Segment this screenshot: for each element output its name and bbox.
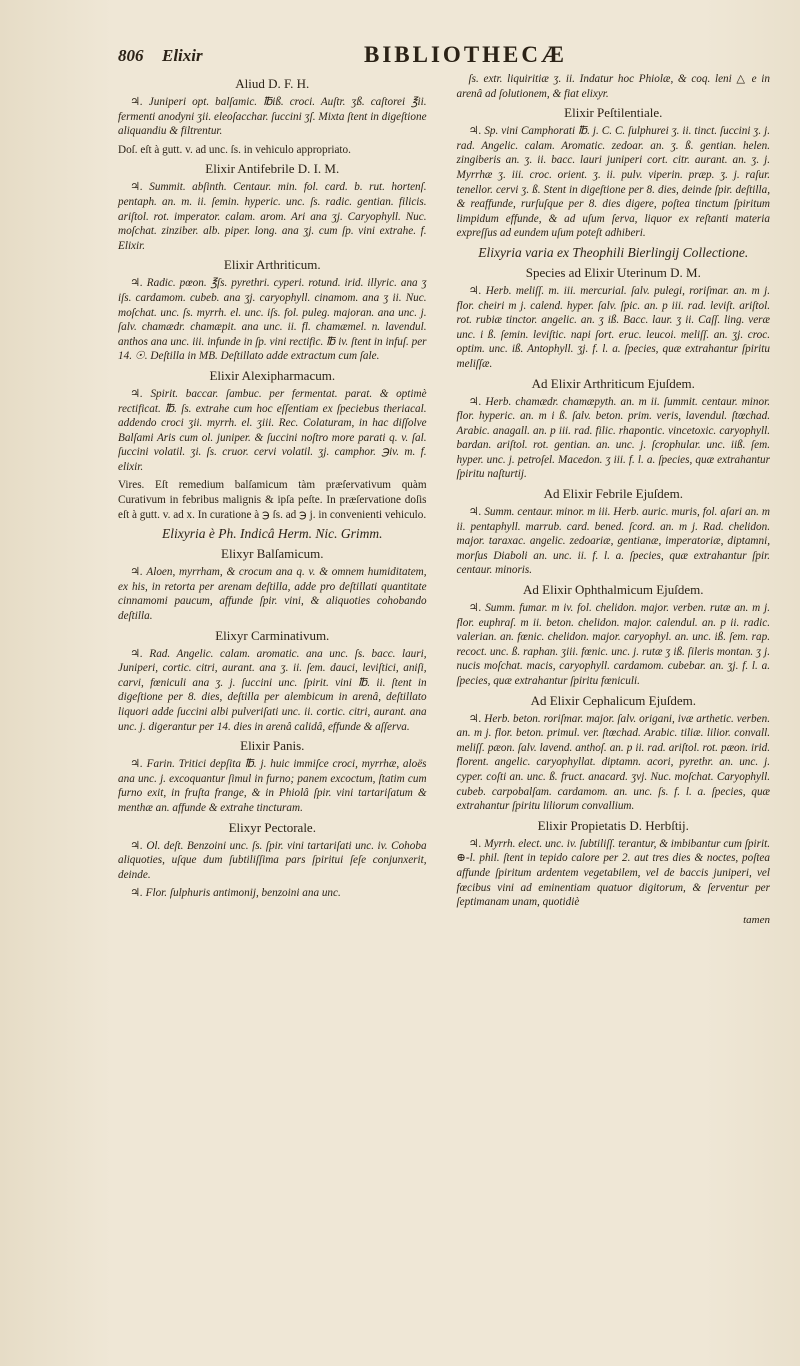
section-heading: Elixyr Pectorale. bbox=[228, 819, 316, 835]
text-columns bbox=[118, 72, 770, 926]
recipe-paragraph: ♃. Farin. Tritici depſita ℔. j. huic immiſce croci, myrrhæ, aloës ana unc. j. excoquantur ſimul in furno; panem excoctum, ſtatim cum furno exit, in fruſta frange, & in Phiolâ ſpir. vini tartariſatum & menthæ an. affunde & extrahe tincturam. bbox=[118, 758, 427, 814]
section-heading: Species ad Elixir Uterinum D. M. bbox=[525, 264, 701, 280]
recipe-paragraph: ♃. Summ. centaur. minor. m iii. Herb. auric. muris, fol. aſari an. m ii. pentaphyll. marrub. card. bened. ſcord. an. m j. Rad. chelidon. major. taraxac. angelic. zedoariæ, gentianæ, imperatoriæ, diptamni, morſus Diaboli an. unc. ii. f. l. a. ſpecies, quæ extrahantur ſpir. centaur. minoris. bbox=[456, 506, 770, 577]
section-heading: Ad Elixir Febrile Ejuſdem. bbox=[543, 486, 683, 502]
section-heading: Elixir Antifebrile D. I. M. bbox=[205, 161, 340, 177]
recipe-paragraph: ♃. Rad. Angelic. calam. aromatic. ana unc. ſs. bacc. lauri, Juniperi, cortic. citri, aurant. ana ʒ. ii. ſem. dauci, leviſtici, aniſi, carvi, fœniculi ana ʒ. j. ſuccini unc. ſpirit. vini ℔. ii. ſtent in digeſtione per 8. dies, deſtilla per alembicum in arenâ, deſtillato liquori adde ſuccini albi pulveriſati unc. ii. cortic. citri, aurant. ana unc. j. digerantur per 14. dies in arenâ calidâ, effunde & aſſerva. bbox=[118, 647, 427, 733]
recipe-paragraph: ♃. Flor. ſulphuris antimonij, benzoini ana unc. bbox=[130, 887, 341, 900]
recipe-paragraph: ♃. Herb. meliſſ. m. iii. mercurial. ſalv. pulegi, roriſmar. an. m j. flor. cheiri m j. calend. hyper. ſalv. ſpic. an. p iii. rad. leviſt. ariſtol. rot. rubiæ tinctor. angelic. an. ʒ iß. Bacc. laur. ʒ ii. Caſſ. ling. veræ unc. i ß. ſemin. leviſtic. napi ſort. eruc. leucoi. meliſſ. an. ʒj. croc. optim. unc. iß. Antophyll. ʒj. f. l. a. ſpecies, quæ extrahantur ſpiritu meliſſæ. bbox=[456, 284, 770, 370]
recipe-paragraph: ♃. Spirit. baccar. ſambuc. per fermentat. parat. & optimè rectificat. ℔. ſs. extrahe cum hoc eſſentiam ex ſpeciebus theriacal. addendo croci ʒii. myrrh. el. ʒiii. Rec. Colaturam, in hac diſſolve Balſami Aris cum ol. juniper. & ſuccini noſtro more parati q. v. ſal. ſuccini volatil. ʒi. ſs. cruor. cervi volatil. ʒj. camphor. ℈iv. m. f. elixir. bbox=[118, 387, 427, 473]
recipe-paragraph: ♃. Aloen, myrrham, & crocum ana q. v. & omnem humiditatem, ex his, in retorta per arenam deſtilla, adde pro deſtillati quantitate cinnamomi paucum, affunde ſpir. vini, & aliquoties cohobando deſtilla. bbox=[118, 566, 427, 623]
recipe-paragraph: ♃. Herb. chamædr. chamæpyth. an. m ii. ſummit. centaur. minor. flor. hyperic. an. m i ß. ſalv. beton. prim. veris, lavendul. ſtœchad. Arabic. anagall. an. p iii. rad. filic. rhapontic. vincetoxic. caryophyll. bardan. ariſtol. rot. gentian. an. unc. j. ſcrophular. unc. iiß. ſem. hyper. unc. j. petroſel. Macedon. ʒ iii. f. l. a. ſpecies, quæ extrahantur ſpiritu naſturtij. bbox=[456, 395, 770, 481]
running-head-title: BIBLIOTHECÆ bbox=[364, 42, 567, 67]
recipe-paragraph: ♃. Juniperi opt. balſamic. ℔iß. croci. Auſtr. ʒß. caſtorei ℥ii. fermenti anodyni ʒii. eleoſacchar. ſuccini ʒſ. Mixta ſtent in digeſtione aliquandiu & filtrentur. bbox=[118, 96, 427, 138]
section-heading: Elixir Peſtilentiale. bbox=[564, 105, 663, 121]
section-heading: Elixir Alexipharmacum. bbox=[209, 367, 336, 383]
catchword-bottom: tamen bbox=[743, 913, 770, 926]
recipe-paragraph: ♃. Herb. beton. roriſmar. major. ſalv. origani, ivæ arthetic. verben. an. m j. flor. beton. primul. ver. ſtœchad. Arabic. tiliæ. lilior. convall. meliſſ. pæon. ſalv. lavend. anthoſ. an. p ii. rad. ariſtol. rot. pæon. irid. florent. angelic. caryophyllat. diptamn. acori, pyrethr. an. unc. j. cyper. coſti an. unc. ß. fruct. anacard. ʒvj. Nuc. moſchat. Caryophyll. cubeb. carpobalſam. cardamom. an. unc. ſs. f. l. a. ſpecies, quæ extrahantur ſpiritu liliorum convallium. bbox=[456, 712, 770, 813]
section-heading: Ad Elixir Arthriticum Ejuſdem. bbox=[531, 375, 695, 391]
section-heading: Elixyr Carminativum. bbox=[215, 627, 330, 643]
collection-heading: Elixyria è Ph. Indicâ Herm. Nic. Grimm. bbox=[162, 526, 383, 542]
text-paragraph: Doſ. eſt à gutt. v. ad unc. ſs. in vehiculo appropriato. bbox=[118, 143, 351, 156]
running-head-keyword: Elixir bbox=[162, 46, 203, 65]
recipe-paragraph: ♃. Summ. fumar. m iv. fol. chelidon. major. verben. rutæ an. m j. flor. euphraſ. m ii. beton. chelidon. major. calendul. an. p ii. radic. valerian. an. fœnic. chelidon. major. caryophyl. an. unc. iß. ſem. rap. recoct. unc. ß. raphan. ʒiii. fœnic. unc. j. rutæ ʒ iß. ſileris montan. ʒ j. nucis moſchat. macis, caryophyll. cardamom. cubebar. an. ʒj. f. l. a. ſpecies, quæ extrahantur ſpiritu fœniculi. bbox=[456, 602, 770, 687]
left-column bbox=[118, 72, 427, 926]
recipe-paragraph: ♃. Ol. deſt. Benzoini unc. ſs. ſpir. vini tartariſati unc. iv. Cohoba aliquoties, uſque dum ſubtiliſſima pars ſpiritui ſeſe conjunxerit, deinde. bbox=[118, 839, 427, 881]
recipe-paragraph: ſs. extr. liquiritiæ ʒ. ii. Indatur hoc Phiolæ, & coq. leni △ e in arenâ ad ſolutionem, & fiat elixyr. bbox=[456, 73, 770, 100]
recipe-paragraph: ♃. Radic. pœon. ℥ſs. pyrethri. cyperi. rotund. irid. illyric. ana ʒ iſs. cardamom. cubeb. ana ʒj. caryophyll. cinamom. ana ʒ ii. Nuc. moſchat. unc. ſs. myrrh. el. unc. iſs. fol. puleg. majoran. ana unc. j. ſalv. chamædr. chamæpit. ana unc. ii. fl. chamæmel. n. lavendul. anthos ana unc. iii. infunde in ſp. vini rectific. ℔ iv. ſtent in infuſ. per 14. ☉. Deſtilla in MB. Deſtillato adde extractum cum ſale. bbox=[118, 277, 427, 363]
recipe-paragraph: ♃. Myrrh. elect. unc. iv. ſubtiliſſ. terantur, & imbibantur cum ſpirit. ⊕-l. phil. ſtent in tepido calore per 2. aut tres dies & noctes, poſtea affunde ſpiritum ardentem vegetabilem, vel de baccis juniperi, vel fœcibus vini ad eminentiam quatuor digitorum, & ſerventur per ſeptimanam unam, quotidiè bbox=[456, 837, 770, 909]
section-heading: Elixir Propietatis D. Herbſtij. bbox=[537, 817, 689, 833]
text-paragraph: Vires. Eſt remedium balſamicum tàm præſervativum quàm Curativum in febribus malignis & ipſa peſte. In præſervatione doſis eſt à gutt. v. ad x. In curatione à ℈ ſs. ad ℈ j. in convenienti vehiculo. bbox=[118, 479, 427, 521]
right-column bbox=[457, 72, 770, 926]
section-heading: Ad Elixir Cephalicum Ejuſdem. bbox=[530, 692, 696, 708]
section-heading: Elixir Panis. bbox=[240, 738, 305, 754]
recipe-paragraph: ♃. Summit. abſinth. Centaur. min. fol. card. b. rut. hortenſ. pentaph. an. m. ii. ſemin. hyperic. unc. ſs. radic. gentian. filicis. ariſtol. rot. imperator. calam. arom. Ari ana ʒj. Caryophyll. Nuc. moſchat. zinziber. alb. piper. long. ana ʒj. cum ſp. vini extrahe. f. Elixir. bbox=[118, 181, 427, 252]
page-number: 806 bbox=[118, 46, 144, 65]
running-head bbox=[118, 42, 766, 72]
section-heading: Ad Elixir Ophthalmicum Ejuſdem. bbox=[523, 582, 704, 598]
section-heading: Elixyr Balſamicum. bbox=[221, 546, 324, 562]
collection-heading: Elixyria varia ex Theophili Bierlingij Collectione. bbox=[478, 244, 749, 260]
section-heading: Elixir Arthriticum. bbox=[223, 257, 321, 273]
recipe-paragraph: ♃. Sp. vini Camphorati ℔. j. C. C. ſulphurei ʒ. ii. tinct. ſuccini ʒ. j. rad. Angelic. calam. Aromatic. zedoar. an. ʒ. ß. gentian. helen. zingiberis an. ʒ. ii. bacc. lauri juniperi cort. citr. aurant. an. ʒ. j. Myrrhæ ʒ. iii. croc. orient. ʒ. ii. pulv. viperin. præp. ʒ. j. raſur. tenellor. cervi ʒ. ß. Stent in digeſtione per 8. dies, deinde ſpir. deſtilla, & reaffunde, rurſuſque per 8. dies digere, poſtea tinctum ſpiritum limpidum effunde, & ad uſum ſerva, liquor ex reſtanti materia expreſſus ad eundem uſum poteſt adhiberi. bbox=[456, 125, 770, 240]
section-heading: Aliud D. F. H. bbox=[235, 76, 310, 91]
